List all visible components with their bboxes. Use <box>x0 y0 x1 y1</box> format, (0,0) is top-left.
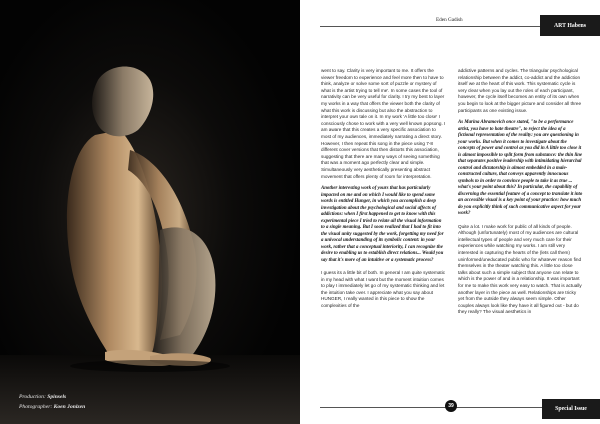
paragraph: went to say. Clarity is very important to me. It offers the viewer freedom to experience and feel more then to have to think, analyze or solve some sort of puzzle or mystery of what is the artist trying to tell me'. In some cases the tool of narrativity can be very useful for clarity. I try my best to layer my works in a way that offers the viewer both the clarity of what this work is discussing but also the abstraction to interpret your own tale on it. In my work 'A little too close' I consciously chose to work with a very well known popsong. I am aware that this creates a very specific association to most of my audiences, immediately narrating a direct story. However, I then repeat this song in the piece using 7-8 different cover versions that then distorts this association, suggesting that there are many ways of seeing something that was a moment ago perfectly clear and simple. Simultaneously very aesthetically presenting abstract movement that offers plenty of room for interpretation. <box>321 68 446 179</box>
interview-question: As Marina Abramovich once stated, "to be a performance artist, you have to hate theatre", to reject the idea of a fictional representation of the reality: you are questioning in your works. But when it comes to investigate about the concepts of power and control as you did in A little too close it is almost impossible to split form from substance: the thin line that separates positive leadership with intimidating hierarchal control and dictatorship is almost embedded in a male-constructed culture, that conveys apparently innocuous symbols to in order to convince people to take it as true ... what's your point about this? In particular, the capability of discerning the essential feature of a concept to translate it into an accessible visual is a key point of your practice: how much do you explicitly think of such communicative aspect for your work? <box>458 120 583 217</box>
photo-credits <box>19 393 85 412</box>
author-name: Eden Gadish <box>436 17 463 23</box>
production-value: Spinsels <box>47 394 67 400</box>
section-tab: Special Issue <box>542 399 600 419</box>
photographer-label: Photographer: <box>19 403 53 410</box>
production-label: Production: <box>19 394 46 400</box>
photographer-value: Koen Jonizen <box>53 403 86 410</box>
page-number-badge: 39 <box>445 400 457 412</box>
interview-question: Another interesting work of yours that has particularly impacted on me and on which I would like to spend some words is entitled Hunger, in which you accomplish a deep investigation about the psychological and social affects of addictions: when I first happened to get to know with this experimental piece I tried to relate all the visual information to a single meaning. But I soon realized that I had to fit into the visual unity suggested by the work, forgetting my need for a univocal understanding of its symbolic content: in your work, rather that a conceptual interiority, I can recognize the desire to enabling us to establish direct relations... Would you say that it's more of an intuitive or a systematic process? <box>321 186 444 263</box>
magazine-title-tab: ART Habens <box>540 15 600 36</box>
paragraph: I guess its a little bit of both. In general I am quite systematic in my head with what I want but the moment intuition comes to play I immediately let go of my systematic thinking and let the intuition take over. I appreciate what you say about HUNGER, I really wanted in this piece to show the complexities of the <box>321 270 446 309</box>
paragraph: addictive patterns and cycles. The triangular psychological relationship between the addict, co-addict and the addiction itself we at the heart of this work. This systematic cycle is very clear when you lay out the roles of each participant, however, the cycle itself becomes an entity of its own when you begin to look at the bigger picture and consider all three participants as one existing issue. <box>458 68 582 113</box>
article-page <box>300 0 600 424</box>
article-column-left <box>321 68 446 316</box>
paragraph: Quite a lot. I make work for public of all kinds of people. Although (unfortunately) most of my audiences are cultural intellectual types of people and very much care for their experiences while watching my works. I am still very interested in capturing the hearts of the (lets call them) uninformed/uneducated public who for whatever reason find themselves in the theater watching this. A little too close talks about such a simple subject that anyone can relate to which is the power of and in a relationship. It was important for me to make this work very easy to watch. That is actually another layer in the piece as well. Relationships are tricky yet from the outside they always seem simple. Other couples always look like they have it all figured out - but do they really? The visual aesthetics in <box>458 223 582 315</box>
article-column-right <box>458 68 583 322</box>
